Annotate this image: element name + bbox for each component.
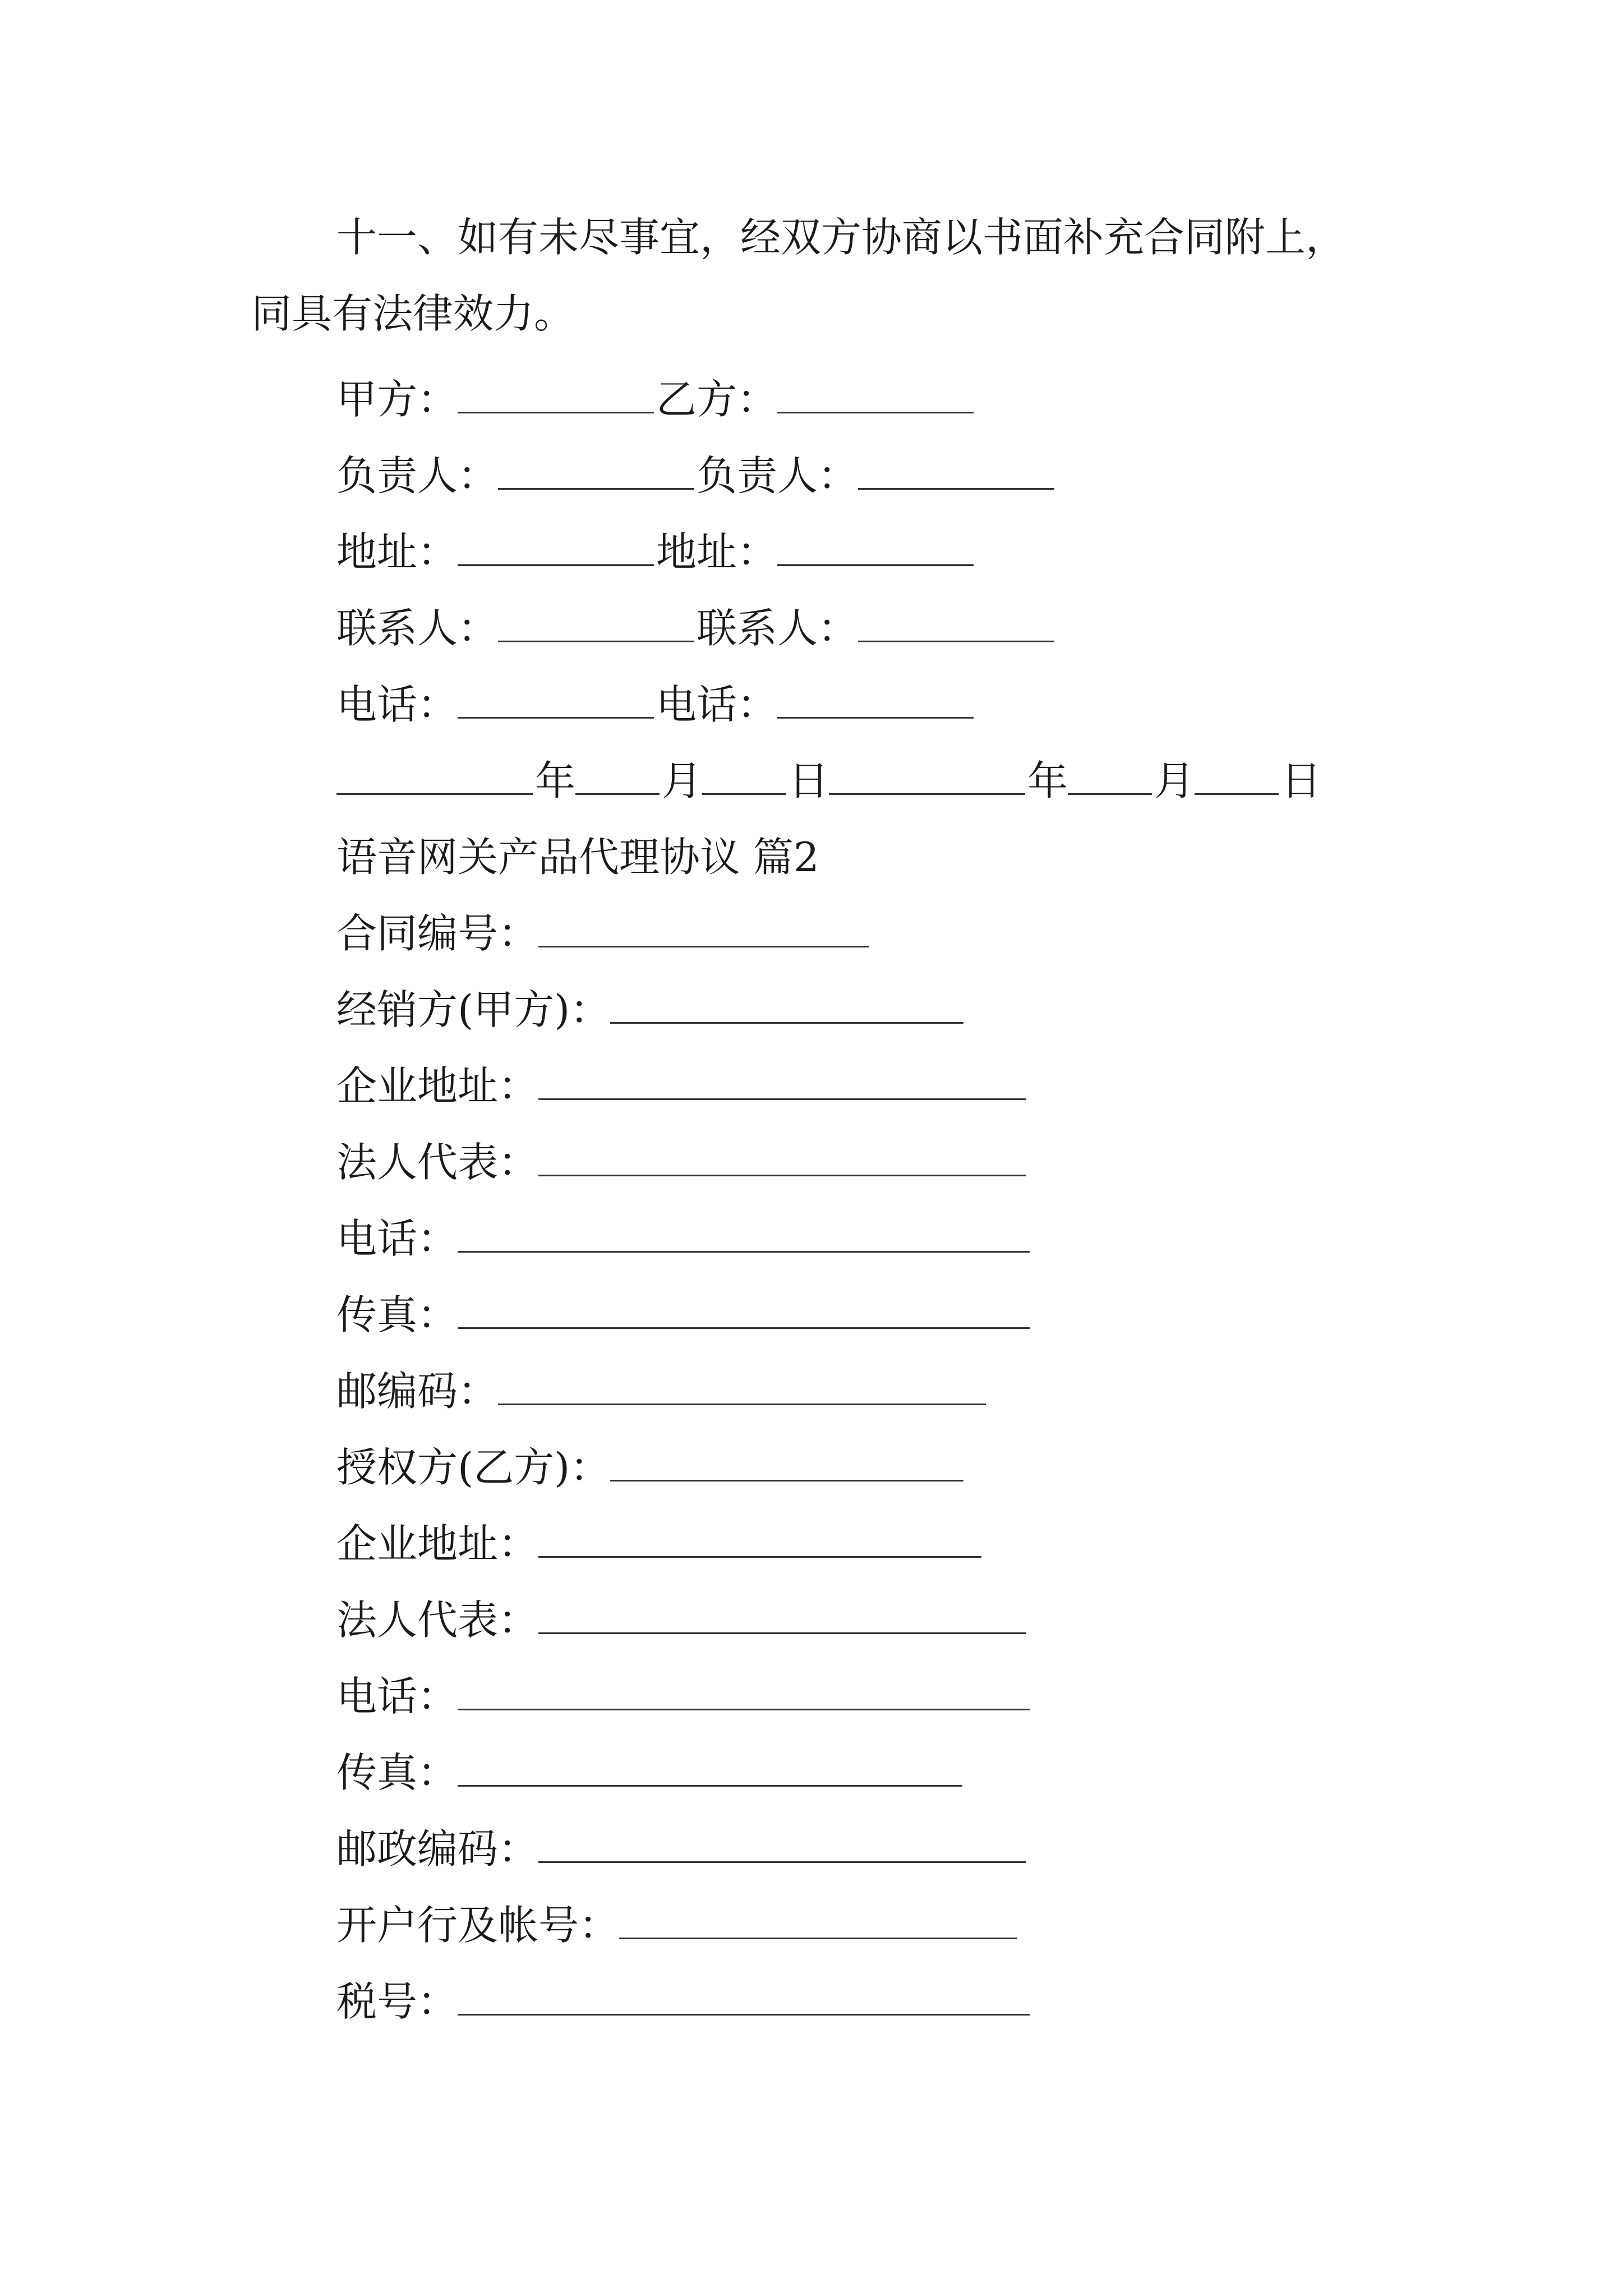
- month-label-2: 月: [1154, 757, 1195, 804]
- field-blank[interactable]: [538, 1826, 1026, 1863]
- party-b-blank[interactable]: [777, 377, 974, 413]
- party-row: [336, 671, 976, 738]
- form-field: [336, 1510, 984, 1577]
- party-a-person-blank[interactable]: [498, 453, 694, 490]
- party-a-phone-blank[interactable]: [458, 682, 654, 719]
- form-field: [336, 1892, 1020, 1959]
- field-blank[interactable]: [538, 1064, 1026, 1100]
- field-blank[interactable]: [498, 1369, 986, 1405]
- form-field: [336, 1815, 1029, 1883]
- form-field: [336, 1663, 1032, 1730]
- party-a-address-label: 地址：: [336, 528, 458, 576]
- field-blank[interactable]: [538, 911, 869, 947]
- field-blank[interactable]: [458, 1674, 1030, 1710]
- field-label: 邮编码：: [336, 1368, 499, 1415]
- field-label: 电话：: [336, 1673, 458, 1720]
- field-blank[interactable]: [610, 987, 963, 1024]
- party-b-phone-label: 电话：: [656, 681, 778, 728]
- year-label-2: 年: [1027, 757, 1068, 804]
- field-label: 企业地址：: [336, 1520, 539, 1567]
- clause-11-line-2: 同具有法律效力。: [251, 290, 575, 337]
- form-field: [336, 1281, 1032, 1349]
- field-label: 邮政编码：: [336, 1825, 539, 1872]
- form-field: [336, 1434, 966, 1501]
- party-row: [336, 366, 976, 433]
- form-field: [336, 1129, 1029, 1196]
- field-label: 传真：: [336, 1291, 458, 1338]
- field-blank[interactable]: [458, 1750, 962, 1787]
- party-b-contact-blank[interactable]: [858, 606, 1054, 642]
- field-label: 电话：: [336, 1215, 458, 1262]
- form-field: [336, 1052, 1029, 1120]
- party-row: [336, 595, 1057, 662]
- field-blank[interactable]: [458, 1292, 1030, 1329]
- year-label: 年: [535, 757, 576, 804]
- form-field: [336, 900, 872, 967]
- field-label: 开户行及帐号：: [336, 1902, 620, 1949]
- field-blank[interactable]: [458, 1216, 1030, 1253]
- field-label: 法人代表：: [336, 1139, 539, 1186]
- party-b-person-blank[interactable]: [858, 453, 1054, 490]
- field-label: 授权方(乙方)：: [336, 1444, 611, 1491]
- party-row: [336, 442, 1057, 509]
- party-b-contact-label: 联系人：: [697, 605, 859, 652]
- party-b-person-label: 负责人：: [697, 452, 859, 499]
- field-blank[interactable]: [538, 1140, 1026, 1176]
- party-b-address-blank[interactable]: [777, 530, 974, 566]
- field-blank[interactable]: [619, 1903, 1017, 1939]
- party-row: [336, 518, 976, 586]
- section-title: 语音网关产品代理协议 篇2: [336, 834, 819, 881]
- party-a-person-label: 负责人：: [336, 452, 499, 499]
- field-label: 传真：: [336, 1749, 458, 1796]
- form-field: [336, 1358, 988, 1425]
- month-blank-2[interactable]: [1068, 758, 1152, 795]
- field-blank[interactable]: [538, 1521, 981, 1558]
- party-b-address-label: 地址：: [656, 528, 778, 576]
- day-blank-2[interactable]: [1195, 758, 1279, 795]
- party-a-phone-label: 电话：: [336, 681, 458, 728]
- month-blank[interactable]: [575, 758, 660, 795]
- form-field: [336, 1968, 1032, 2035]
- field-label: 经销方(甲方)：: [336, 986, 611, 1033]
- party-a-contact-blank[interactable]: [498, 606, 694, 642]
- form-field: [336, 1586, 1029, 1654]
- date-row: [336, 747, 1321, 815]
- day-label: 日: [789, 757, 829, 804]
- field-label: 法人代表：: [336, 1596, 539, 1644]
- clause-11-line-1: 十一、如有未尽事宜，经双方协商以书面补充合同附上，: [336, 214, 1347, 261]
- field-blank[interactable]: [458, 1979, 1030, 2016]
- form-field: [336, 1205, 1032, 1272]
- year-blank-2[interactable]: [829, 758, 1025, 795]
- field-blank[interactable]: [538, 1598, 1026, 1634]
- year-blank[interactable]: [336, 758, 533, 795]
- party-a-blank[interactable]: [458, 377, 654, 413]
- party-a-contact-label: 联系人：: [336, 605, 499, 652]
- month-label: 月: [662, 757, 703, 804]
- party-b-phone-blank[interactable]: [777, 682, 974, 719]
- clause-11-paragraph: [251, 199, 1390, 352]
- form-field: [336, 1739, 965, 1806]
- party-a-label: 甲方：: [336, 376, 458, 423]
- field-label: 合同编号：: [336, 910, 539, 957]
- field-blank[interactable]: [610, 1445, 963, 1481]
- day-blank[interactable]: [702, 758, 786, 795]
- field-label: 企业地址：: [336, 1062, 539, 1110]
- form-field: [336, 976, 966, 1043]
- party-b-label: 乙方：: [656, 376, 778, 423]
- field-label: 税号：: [336, 1978, 458, 2025]
- day-label-2: 日: [1281, 757, 1322, 804]
- party-a-address-blank[interactable]: [458, 530, 654, 566]
